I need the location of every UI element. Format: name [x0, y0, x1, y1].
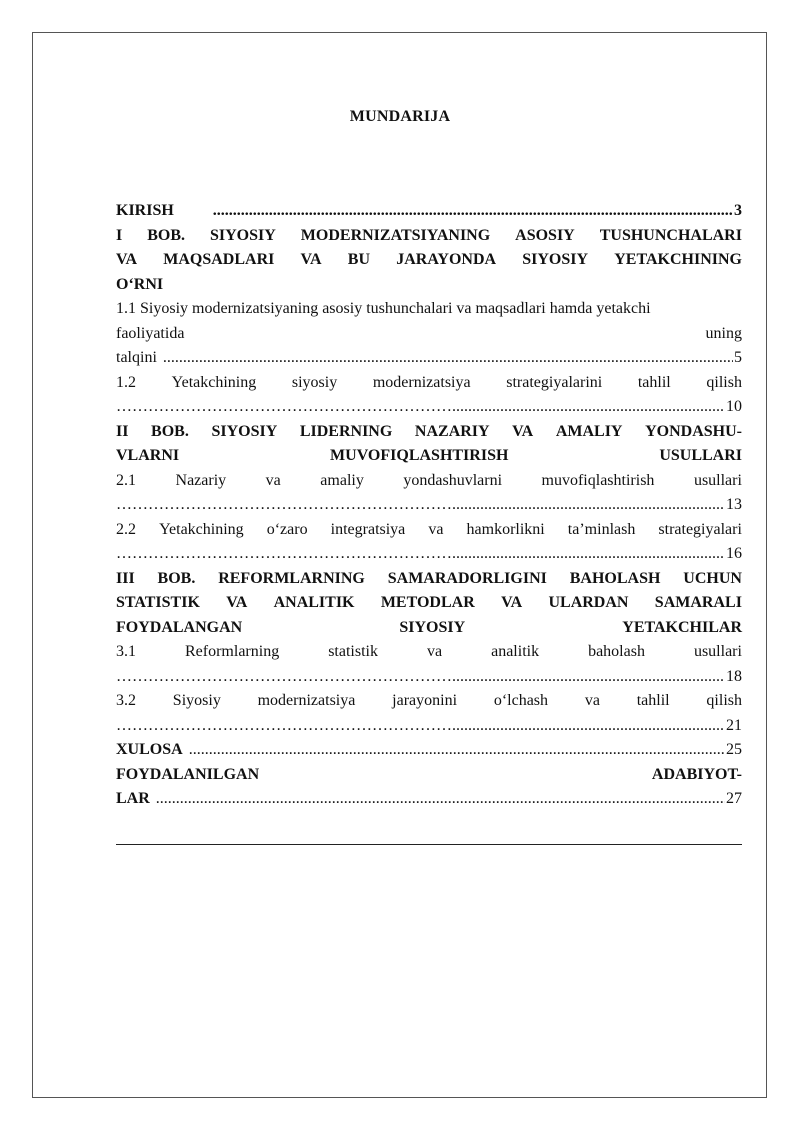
toc-word: VA — [116, 251, 138, 268]
toc-word: LAR — [116, 790, 150, 807]
toc-section-line — [116, 518, 742, 543]
toc-section-1-1[interactable] — [116, 297, 742, 371]
toc-word: qilish — [706, 692, 742, 709]
toc-word: BOB. — [157, 569, 196, 587]
toc-word: ASOSIY — [515, 226, 575, 244]
toc-page-number: 10 — [726, 398, 742, 415]
table-of-contents — [116, 199, 742, 812]
toc-word: O‘RNI — [116, 275, 164, 293]
toc-word: usullari — [693, 471, 742, 489]
toc-word: statistik — [328, 643, 378, 660]
toc-chapter-3[interactable] — [116, 567, 742, 641]
toc-word: Siyosiy — [172, 692, 221, 709]
toc-word: ta’minlash — [567, 520, 636, 538]
toc-word: SIYOSIY — [522, 251, 589, 268]
toc-word: hamkorlikni — [466, 520, 545, 538]
toc-section-2-1[interactable] — [116, 469, 742, 518]
toc-word: usullari — [693, 643, 742, 660]
toc-word: JARAYONDA — [396, 251, 497, 268]
toc-page-number: 18 — [726, 667, 742, 685]
toc-word: baholash — [588, 643, 645, 660]
toc-word: o‘zaro — [266, 520, 308, 538]
toc-word: tahlil — [637, 373, 671, 391]
toc-section-line — [116, 395, 742, 420]
toc-dot-leader — [116, 395, 725, 420]
toc-word: 2.1 — [116, 471, 136, 489]
toc-word: 1.2 — [116, 373, 136, 391]
toc-word: SAMARADORLIGINI — [387, 569, 547, 587]
toc-entry-line — [116, 763, 742, 788]
toc-page-number: 5 — [734, 349, 742, 366]
toc-word: LIDERNING — [299, 422, 393, 440]
toc-dot-leader — [116, 542, 725, 567]
toc-word: METODLAR — [380, 594, 475, 611]
toc-section-3-2[interactable] — [116, 689, 742, 738]
toc-word: UCHUN — [683, 569, 742, 587]
toc-page-number: 21 — [726, 716, 742, 734]
toc-section-text: 1.1 Siyosiy modernizatsiyaning asosiy tushunchalari va maqsadlari hamda yetakchi — [116, 300, 651, 317]
toc-word: analitik — [491, 643, 540, 660]
toc-word: MAQSADLARI — [163, 251, 275, 268]
toc-word: talqini — [116, 349, 157, 366]
toc-chapter-line — [116, 616, 742, 641]
toc-entry-label: XULOSA — [116, 741, 183, 758]
toc-word: 3.2 — [116, 692, 136, 709]
toc-word: YETAKCHINING — [614, 251, 742, 268]
toc-dot-leader — [116, 714, 725, 739]
toc-dot-leader — [116, 665, 725, 690]
toc-word: BOB. — [147, 226, 186, 244]
toc-entry-label: KIRISH — [116, 202, 174, 219]
toc-chapter-2[interactable] — [116, 420, 742, 469]
toc-page-number: 27 — [726, 790, 742, 807]
toc-word: VA — [501, 594, 523, 611]
toc-chapter-line — [116, 248, 742, 273]
toc-chapter-line — [116, 567, 742, 592]
toc-word: va — [584, 692, 600, 709]
page-title: MUNDARIJA — [349, 108, 451, 125]
toc-word: YETAKCHILAR — [622, 618, 742, 636]
toc-word: VA — [226, 594, 248, 611]
toc-word: ULARDAN — [548, 594, 629, 611]
toc-entry-xulosa[interactable] — [116, 738, 742, 763]
toc-word: NAZARIY — [414, 422, 490, 440]
toc-section-3-1[interactable] — [116, 640, 742, 689]
toc-word: 3.1 — [116, 643, 136, 660]
toc-word: STATISTIK — [116, 594, 200, 611]
toc-word: REFORMLARNING — [218, 569, 365, 587]
toc-page-number: 16 — [726, 545, 742, 562]
toc-word: modernizatsiya — [372, 373, 471, 391]
toc-word: qilish — [706, 373, 742, 391]
toc-page-number: 3 — [734, 202, 742, 219]
toc-word: MODERNIZATSIYANING — [300, 226, 491, 244]
toc-section-line — [116, 689, 742, 714]
toc-word: SIYOSIY — [399, 618, 466, 636]
toc-entry-adabiyotlar[interactable] — [116, 763, 742, 812]
toc-word: Reformlarning — [185, 643, 280, 660]
toc-word: SIYOSIY — [211, 422, 278, 440]
toc-chapter-line — [116, 591, 742, 616]
toc-dot-leader — [163, 346, 733, 371]
toc-word: strategiyalarini — [506, 373, 603, 391]
toc-section-line — [116, 542, 742, 567]
toc-word: SAMARALI — [654, 594, 742, 611]
toc-word: faoliyatida — [116, 324, 185, 342]
toc-word: MUVOFIQLASHTIRISH — [330, 447, 509, 464]
toc-word: VA — [512, 422, 534, 440]
toc-word: 2.2 — [116, 520, 136, 538]
toc-section-line — [116, 665, 742, 690]
toc-word: FOYDALANILGAN — [116, 765, 260, 783]
toc-chapter-line — [116, 444, 742, 469]
bottom-rule — [116, 844, 742, 845]
toc-chapter-line — [116, 420, 742, 445]
toc-word: III — [116, 569, 135, 587]
toc-word: jarayonini — [392, 692, 458, 709]
toc-section-line — [116, 640, 742, 665]
toc-section-line — [116, 493, 742, 518]
toc-word: amaliy — [320, 471, 364, 489]
toc-section-line — [116, 469, 742, 494]
toc-dot-leader — [156, 787, 725, 812]
toc-section-line — [116, 371, 742, 396]
toc-word: integratsiya — [330, 520, 406, 538]
toc-section-2-2[interactable] — [116, 518, 742, 567]
toc-dot-leader — [189, 738, 725, 763]
toc-word: modernizatsiya — [257, 692, 356, 709]
toc-word: o‘lchash — [493, 692, 549, 709]
toc-word: muvofiqlashtirish — [541, 471, 655, 489]
toc-word: VLARNI — [116, 447, 180, 464]
toc-chapter-line — [116, 224, 742, 249]
toc-word: ADABIYOT- — [651, 765, 742, 783]
toc-word: Yetakchining — [171, 373, 257, 391]
toc-word: va — [265, 471, 281, 489]
toc-word: BOB. — [151, 422, 189, 440]
toc-section-line — [116, 346, 742, 371]
toc-word: va — [428, 520, 444, 538]
toc-word: USULLARI — [659, 447, 742, 464]
toc-word: BAHOLASH — [569, 569, 661, 587]
toc-word: I — [116, 226, 123, 244]
toc-section-line — [116, 322, 742, 347]
toc-word: va — [426, 643, 443, 660]
toc-chapter-1[interactable] — [116, 224, 742, 298]
toc-dot-leader — [213, 199, 733, 224]
toc-word: YONDASHU- — [645, 422, 742, 440]
toc-word: AMALIY — [555, 422, 623, 440]
toc-word: siyosiy — [291, 373, 338, 391]
toc-dot-leader — [116, 493, 725, 518]
toc-section-1-2[interactable] — [116, 371, 742, 420]
toc-page-number: 25 — [726, 741, 742, 758]
toc-word: II — [116, 422, 129, 440]
toc-word: strategiyalari — [658, 520, 742, 538]
toc-word: tahlil — [636, 692, 670, 709]
toc-word: yondashuvlarni — [403, 471, 503, 489]
toc-word: ANALITIK — [273, 594, 355, 611]
toc-word: Nazariy — [175, 471, 227, 489]
toc-section-line — [116, 714, 742, 739]
toc-word: BU — [347, 251, 371, 268]
toc-word: FOYDALANGAN — [116, 618, 243, 636]
toc-word: Yetakchining — [159, 520, 244, 538]
toc-word: TUSHUNCHALARI — [599, 226, 742, 244]
toc-chapter-line — [116, 273, 742, 298]
toc-entry-line — [116, 787, 742, 812]
toc-page-number: 13 — [726, 496, 742, 513]
toc-entry-kirish[interactable] — [116, 199, 742, 224]
toc-word: uning — [705, 324, 742, 342]
toc-word: SIYOSIY — [210, 226, 276, 244]
toc-word: VA — [300, 251, 322, 268]
